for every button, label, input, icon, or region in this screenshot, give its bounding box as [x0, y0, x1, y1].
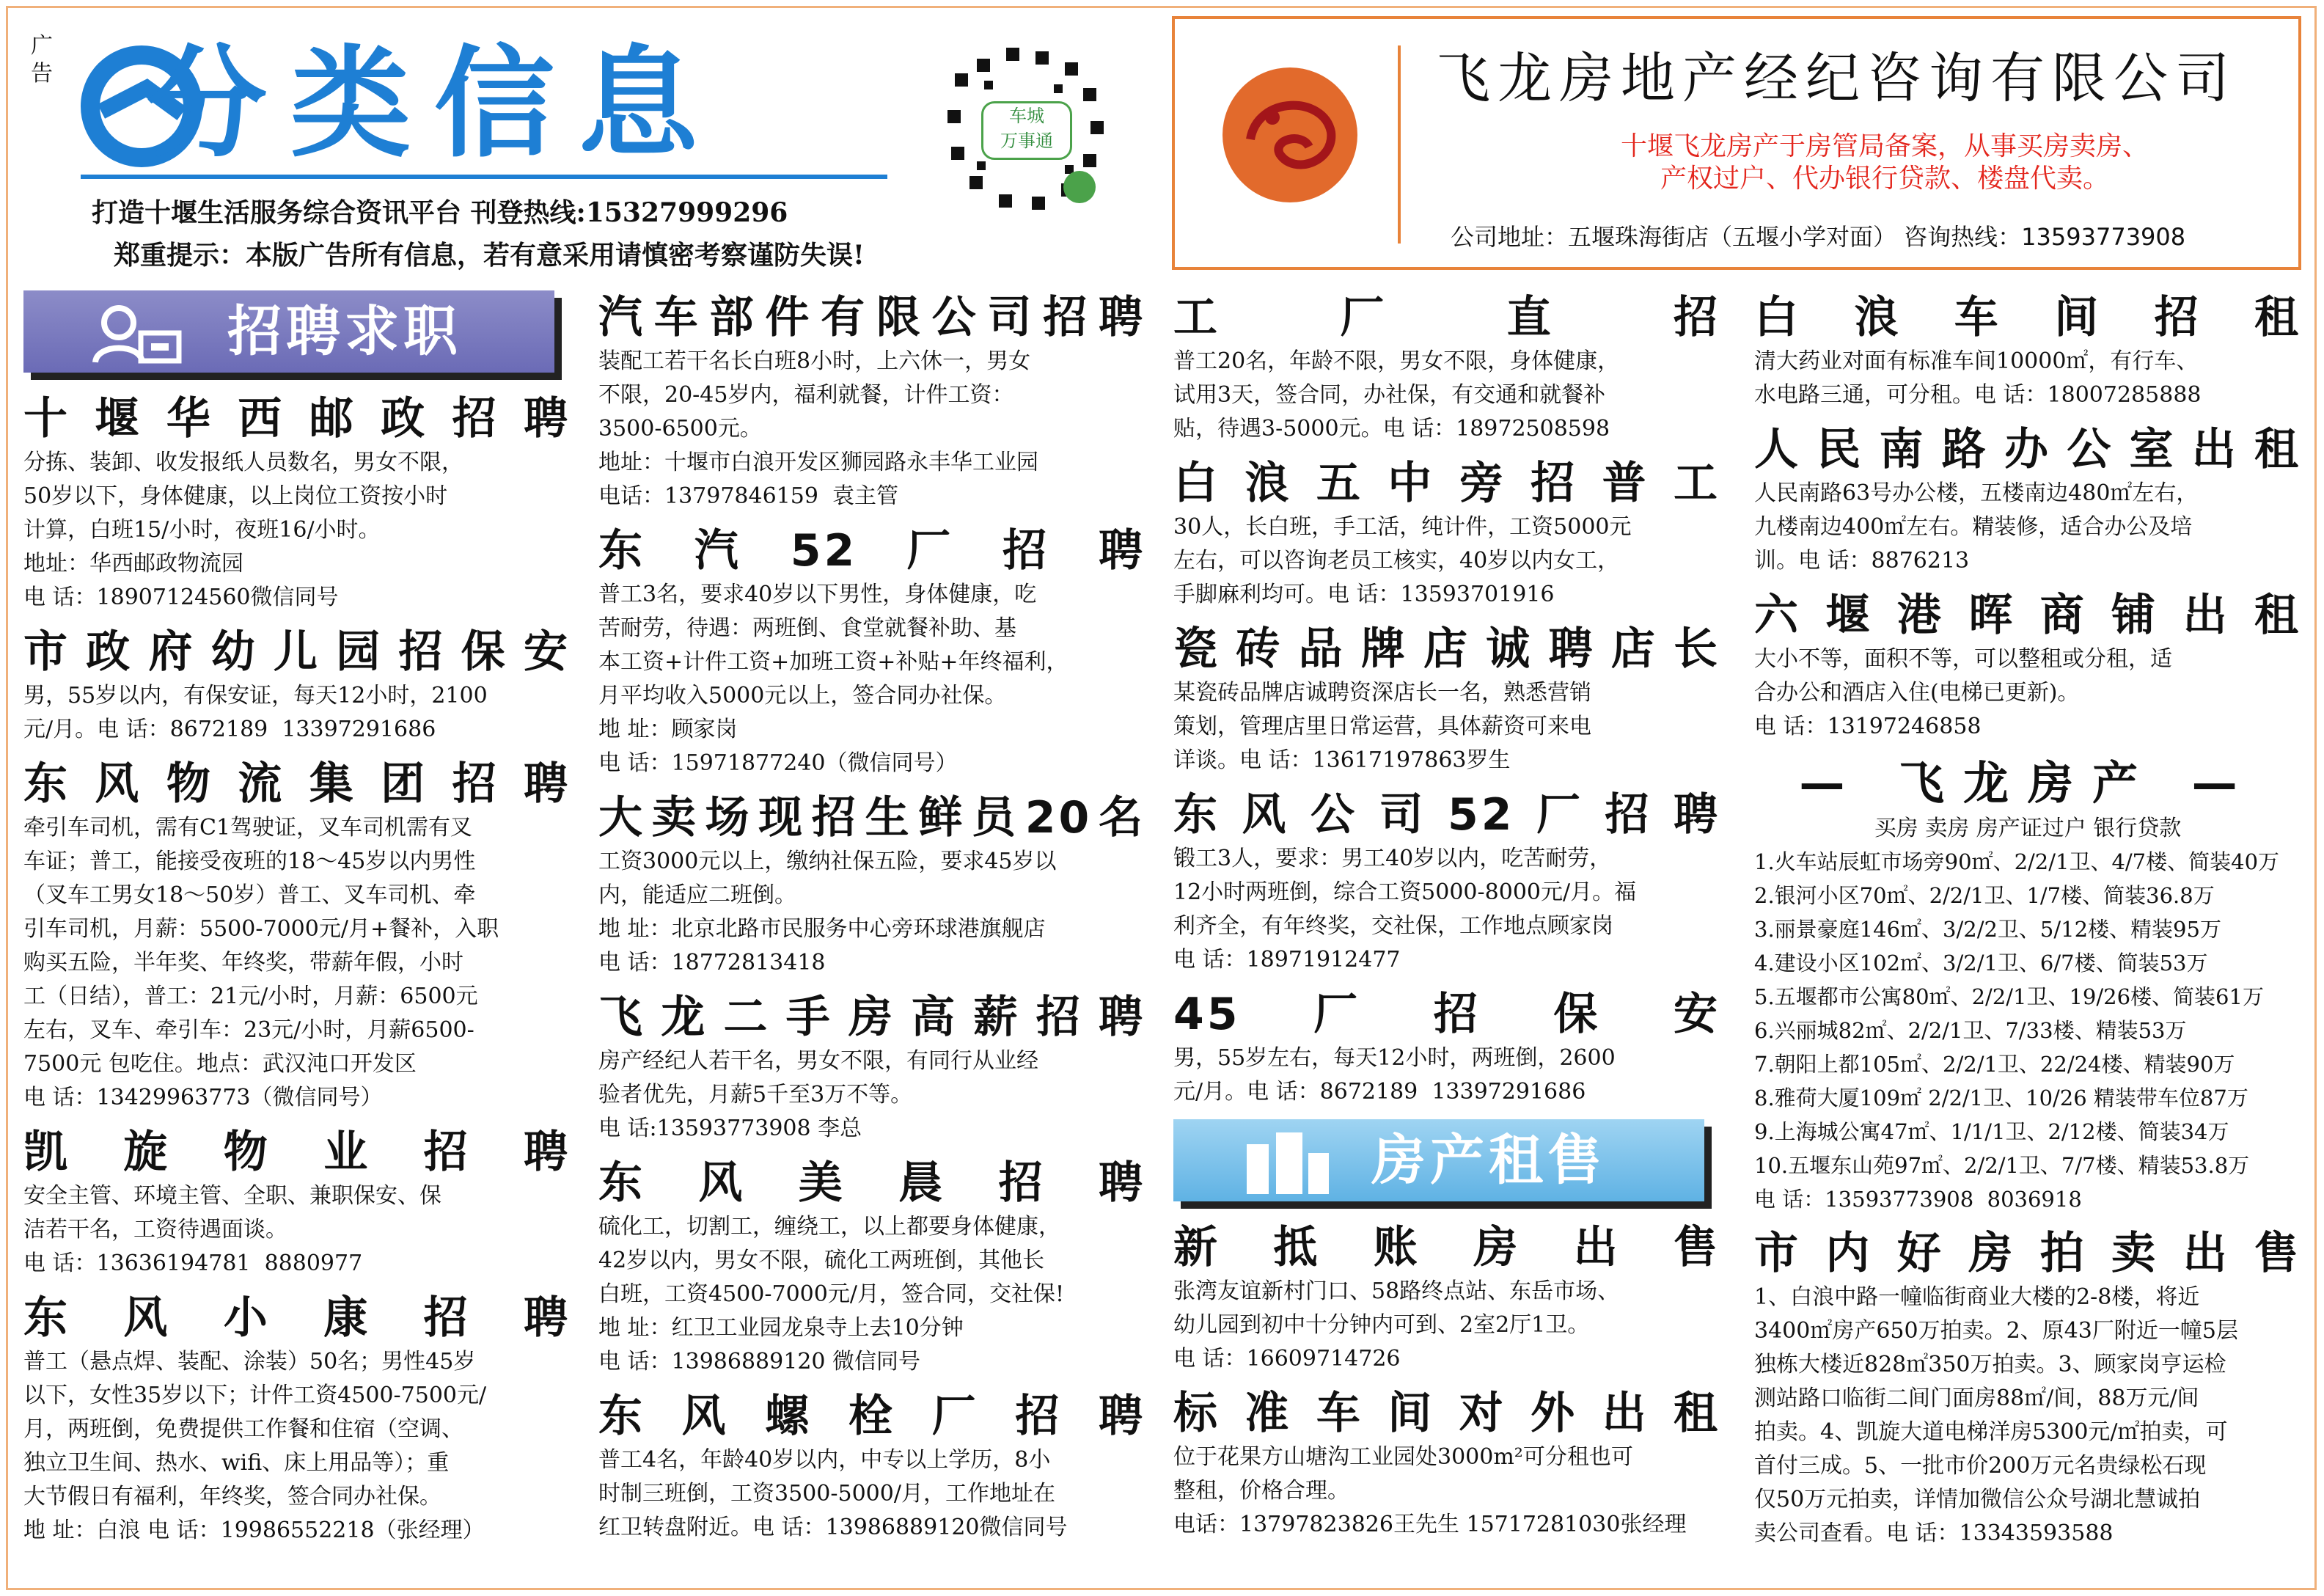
page-title: 分类信息 — [147, 34, 722, 174]
listing-item: 2.银河小区70㎡、2/2/1卫、1/7楼、简装36.8万 — [1754, 883, 2215, 908]
ad-title: 六堰港晖商铺出租 — [1754, 590, 2301, 641]
ad-text-line: 电话：13797846159 袁主管 — [598, 483, 899, 509]
column-1 — [23, 290, 571, 1558]
feilong-desc-line: 产权过户、代办银行贷款、楼盘代卖。 — [1660, 164, 2109, 194]
ad-text-line: 时制三班倒，工资3500-5000/月，工作地址在 — [598, 1481, 1055, 1507]
recruit-banner-title: 招聘求职 — [227, 300, 462, 363]
ad-text-line: 普工3名，要求40岁以下男性，身体健康，吃 — [598, 582, 1037, 607]
ad-text-line: 不限，20-45岁内，福利就餐，计件工资： — [598, 382, 1014, 408]
ad-title: 白浪车间招租 — [1754, 292, 2301, 343]
ad-text-line: 引车司机，月薪：5500-7000元/月+餐补，入职 — [23, 916, 499, 942]
ad-text-line: 电 话：15971877240（微信同号） — [598, 750, 958, 776]
ad-title: 大卖场现招生鲜员20名 — [598, 792, 1145, 843]
notice: 郑重提示：本版广告所有信息，若有意采用请慎密考察谨防失误! — [114, 240, 865, 271]
ad-text-line: 元/月。电 话：8672189 13397291686 — [23, 717, 436, 742]
ad-text-line: 独立卫生间、热水、wifi、床上用品等）；重 — [23, 1450, 450, 1476]
ad-title: 凯旋物业招聘 — [23, 1127, 571, 1178]
ad-title: 市政府幼儿园招保安 — [23, 626, 571, 678]
classified-ad — [1173, 622, 1720, 777]
ad-text-line: 合办公和酒店入住(电梯已更新)。 — [1754, 680, 2080, 706]
ad-text-line: 大节假日有福利，年终奖，签合同办社保。 — [23, 1484, 441, 1509]
ad-text-line: 42岁以内，男女不限，硫化工两班倒，其他长 — [598, 1248, 1045, 1273]
classified-ad — [598, 791, 1145, 980]
ad-text-line: 本工资+计件工资+加班工资+补贴+年终福利， — [598, 649, 1068, 675]
listing-item: 9.上海城公寓47㎡、1/1/1卫、2/12楼、简装34万 — [1754, 1119, 2229, 1144]
ad-text-line: 张湾友谊新村门口、58路终点站、东岳市场、 — [1173, 1278, 1620, 1304]
ad-text-line: 白班，工资4500-7000元/月，签合同，交社保! — [598, 1281, 1064, 1307]
ad-text-line: 某瓷砖品牌店诚聘资深店长一名，熟悉营销 — [1173, 680, 1591, 706]
column-3 — [1173, 290, 1720, 1552]
ad-text-line: 月平均收入5000元以上，签合同办社保。 — [598, 683, 1007, 709]
ad-title: 45厂招保安 — [1173, 989, 1720, 1040]
ad-text-line: （叉车工男女18～50岁）普工、叉车司机、牵 — [23, 882, 476, 908]
ad-text-line: 普工20名，年龄不限，男女不限，身体健康， — [1173, 348, 1620, 374]
classified-ad — [598, 990, 1145, 1146]
ad-text-line: 拍卖。4、凯旋大道电梯洋房5300元/㎡拍卖，可 — [1754, 1419, 2228, 1445]
ad-text-line: 装配工若干名长白班8小时，上六休一，男女 — [598, 348, 1031, 374]
ad-title: 人民南路办公室出租 — [1754, 424, 2301, 475]
ad-text-line: 男，55岁以内，有保安证，每天12小时，2100 — [23, 683, 488, 709]
column-4 — [1754, 290, 2301, 1561]
ad-text-line: 位于花果方山塘沟工业园处3000m²可分租也可 — [1173, 1444, 1633, 1470]
classified-ad — [1754, 422, 2301, 578]
ad-text-line: 电 话：18772813418 — [598, 950, 826, 975]
building-icon — [1239, 1130, 1335, 1194]
ad-text-line: 仅50万元拍卖，详情加微信公众号湖北慧诚拍 — [1754, 1487, 2201, 1512]
ad-text-line: 30人，长白班，手工活，纯计件，工资5000元 — [1173, 514, 1632, 540]
ad-text-line: 苦耐劳，待遇：两班倒、食堂就餐补助、基 — [598, 615, 1016, 641]
ad-text-line: 红卫转盘附近。电 话：13986889120微信同号 — [598, 1515, 1068, 1540]
ad-text-line: 整租，价格合理。 — [1173, 1478, 1349, 1504]
qr-label-line2: 万事通 — [1000, 131, 1053, 151]
ad-title: 东风螺栓厂招聘 — [598, 1391, 1145, 1442]
classified-ad — [23, 1125, 571, 1281]
listing-item: 8.雅荷大厦109㎡ 2/2/1卫、10/26 精装带车位87万 — [1754, 1086, 2248, 1110]
ad-text-line: 水电路三通，可分租。电 话：18007285888 — [1754, 382, 2202, 408]
advert-mark: 广告 — [31, 33, 53, 87]
column-2 — [598, 290, 1145, 1555]
ad-title: 十堰华西邮政招聘 — [23, 393, 571, 444]
ad-title: 汽车部件有限公司招聘 — [598, 292, 1145, 343]
ad-text-line: 首付三成。5、一批市价200万元名贵绿松石现 — [1754, 1453, 2207, 1479]
ad-text-line: 硫化工，切割工，缠绕工，以上都要身体健康， — [598, 1214, 1060, 1240]
ad-text-line: 地 址：红卫工业园龙泉寺上去10分钟 — [598, 1315, 964, 1341]
ad-text-line: 工（日结），普工：21元/小时，月薪：6500元 — [23, 984, 478, 1009]
ad-text-line: 电 话：13429963773（微信同号） — [23, 1085, 383, 1110]
classified-ad — [1173, 987, 1720, 1109]
ad-text-line: 以下，女性35岁以下；计件工资4500-7500元/ — [23, 1383, 487, 1408]
ad-text-line: 九楼南边400㎡左右。精装修，适合办公及培 — [1754, 514, 2193, 540]
ad-text-line: 详谈。电 话：13617197863罗生 — [1173, 747, 1511, 773]
classified-ad — [598, 290, 1145, 513]
ad-title: 东风公司52厂招聘 — [1173, 789, 1720, 841]
classified-ad — [1173, 290, 1720, 446]
listing-item: 6.兴丽城82㎡、2/2/1卫、7/33楼、精装53万 — [1754, 1018, 2187, 1043]
ad-text-line: 策划，管理店里日常运营，具体薪资可来电 — [1173, 714, 1591, 739]
classified-ad — [598, 1389, 1145, 1545]
listing-item: 5.五堰都市公寓80㎡、2/2/1卫、19/26楼、简装61万 — [1754, 984, 2264, 1009]
ad-text-line: 购买五险，半年奖、年终奖，带薪年假，小时 — [23, 950, 463, 975]
ad-text-line: 月，两班倒，免费提供工作餐和住宿（空调、 — [23, 1416, 463, 1442]
ad-text-line: 安全主管、环境主管、全职、兼职保安、保 — [23, 1183, 441, 1209]
ad-title: 东风物流集团招聘 — [23, 758, 571, 810]
ad-title: 工厂直招 — [1173, 292, 1720, 343]
title-underline — [81, 175, 887, 179]
ad-text-line: 电 话:13593773908 李总 — [598, 1116, 862, 1141]
ad-text-line: 3400㎡房产650万拍卖。2、原43厂附近一幢5层 — [1754, 1318, 2238, 1344]
ad-text-line: 房产经纪人若干名，男女不限，有同行从业经 — [598, 1048, 1038, 1074]
ad-text-line: 地址：十堰市白浪开发区狮园路永丰华工业园 — [598, 450, 1038, 475]
listing-item: 1.火车站辰虹市场旁90㎡、2/2/1卫、4/7楼、简装40万 — [1754, 849, 2280, 874]
ad-text-line: 普工4名，年龄40岁以内，中专以上学历，8小 — [598, 1447, 1051, 1473]
classified-ad — [1754, 588, 2301, 744]
ad-text-line: 7500元 包吃住。地点：武汉沌口开发区 — [23, 1051, 417, 1077]
ad-text-line: 独栋大楼近828㎡350万拍卖。3、顾家岗亨运检 — [1754, 1352, 2226, 1377]
ad-text-line: 工资3000元以上，缴纳社保五险，要求45岁以 — [598, 849, 1057, 874]
classified-ad — [23, 625, 571, 747]
feilong-address: 公司地址：五堰珠海街店（五堰小学对面） 咨询热线：13593773908 — [1451, 223, 2186, 251]
ad-text-line: 左右，可以咨询老员工核实，40岁以内女工， — [1173, 548, 1620, 574]
classified-ad — [23, 392, 571, 615]
ad-text-line: 分拣、装卸、收发报纸人员数名，男女不限， — [23, 450, 463, 475]
ad-text-line: 12小时两班倒，综合工资5000-8000元/月。福 — [1173, 879, 1637, 905]
ad-text-line: 地 址：白浪 电 话：19986552218（张经理） — [23, 1518, 485, 1543]
ad-title: 瓷砖品牌店诚聘店长 — [1173, 623, 1720, 675]
ad-text-line: 验者优先，月薪5千至3万不等。 — [598, 1082, 913, 1108]
feilong-desc-line: 十堰飞龙房产于房管局备案，从事买房卖房、 — [1620, 131, 2149, 161]
classified-ad — [1754, 1226, 2301, 1551]
classified-ad — [598, 524, 1145, 780]
ad-title: 新抵账房出售 — [1173, 1222, 1720, 1273]
feilong-company-name: 飞龙房地产经纪咨询有限公司 — [1436, 47, 2237, 110]
classified-ad — [1173, 788, 1720, 977]
ad-text-line: 地址：华西邮政物流园 — [23, 551, 243, 576]
ad-title: 白浪五中旁招普工 — [1173, 458, 1720, 509]
house-banner-title: 房产租售 — [1371, 1129, 1606, 1192]
ad-title: 市内好房拍卖出售 — [1754, 1228, 2301, 1279]
ad-title: 东风小康招聘 — [23, 1292, 571, 1344]
ad-text-line: 元/月。电 话：8672189 13397291686 — [1173, 1079, 1586, 1105]
qr-label-line1: 车城 — [1009, 106, 1044, 126]
ad-text-line: 锻工3人，要求：男工40岁以内，吃苦耐劳， — [1173, 846, 1612, 871]
ad-text-line: 卖公司查看。电 话：13343593588 — [1754, 1520, 2114, 1546]
ad-text-line: 男，55岁左右，每天12小时，两班倒，2600 — [1173, 1045, 1616, 1071]
ad-text-line: 手脚麻利均可。电 话：13593701916 — [1173, 582, 1555, 607]
ad-text-line: 训。电 话：8876213 — [1754, 548, 1970, 574]
ad-text-line: 50岁以下，身体健康，以上岗位工资按小时 — [23, 483, 448, 509]
ad-title: 飞龙二手房高薪招聘 — [598, 992, 1145, 1043]
ad-text-line: 普工（悬点焊、装配、涂装）50名；男性45岁 — [23, 1349, 476, 1374]
ad-text-line: 左右，叉车、牵引车：23元/小时，月薪6500- — [23, 1017, 474, 1043]
recruit-banner — [23, 290, 571, 377]
ad-text-line: 电 话：13986889120 微信同号 — [598, 1349, 921, 1374]
ad-text-line: 3500-6500元。 — [598, 416, 762, 442]
ad-text-line: 电 话：18907124560微信同号 — [23, 585, 339, 610]
feilong-listing-phone: 电 话：13593773908 8036918 — [1754, 1187, 2082, 1212]
qr-label — [981, 101, 1072, 160]
classified-ad — [23, 757, 571, 1115]
ad-text-line: 试用3天，签合同，办社保，有交通和就餐补 — [1173, 382, 1606, 408]
ad-text-line: 利齐全，有年终奖，交社保，工作地点顾家岗 — [1173, 913, 1613, 939]
feilong-separator — [1398, 45, 1401, 244]
ad-text-line: 电 话：18971912477 — [1173, 947, 1401, 973]
ad-text-line: 电 话：13636194781 8880977 — [23, 1251, 363, 1276]
listing-item: 3.丽景豪庭146㎡、3/2/2卫、5/12楼、精装95万 — [1754, 917, 2221, 942]
ad-text-line: 大小不等，面积不等，可以整租或分租，适 — [1754, 646, 2172, 672]
ad-title: 东汽52厂招聘 — [598, 525, 1145, 576]
classified-ad — [1173, 1220, 1720, 1376]
ad-text-line: 电话：13797823826王先生 15717281030张经理 — [1173, 1512, 1687, 1537]
listing-item: 4.建设小区102㎡、3/2/1卫、6/7楼、简装53万 — [1754, 951, 2208, 975]
classified-ad — [1173, 1386, 1720, 1542]
ad-text-line: 地 址：北京北路市民服务中心旁环球港旗舰店 — [598, 916, 1046, 942]
ad-text-line: 地 址：顾家岗 — [598, 717, 738, 742]
ad-text-line: 牵引车司机，需有C1驾驶证，叉车司机需有叉 — [23, 815, 473, 841]
classified-ad — [23, 1291, 571, 1548]
classified-ad — [1754, 290, 2301, 412]
ad-text-line: 电 话：13197246858 — [1754, 714, 1982, 739]
feilong-description — [1489, 131, 2281, 195]
ad-title: 东风美晨招聘 — [598, 1157, 1145, 1209]
ad-text-line: 清大药业对面有标准车间10000㎡，有行车、 — [1754, 348, 2199, 374]
classified-ad — [598, 1156, 1145, 1379]
user-id-icon — [89, 301, 185, 365]
ad-text-line: 测站路口临街二间门面房88㎡/间，88万元/间 — [1754, 1385, 2199, 1411]
ad-text-line: 1、白浪中路一幢临街商业大楼的2-8楼，将近 — [1754, 1284, 2200, 1310]
listing-item: 10.五堰东山苑97㎡、2/2/1卫、7/7楼、精装53.8万 — [1754, 1153, 2250, 1178]
ad-text-line: 幼儿园到初中十分钟内可到、2室2厅1卫。 — [1173, 1312, 1590, 1338]
ad-title: 标准车间对外出租 — [1173, 1388, 1720, 1439]
feilong-listing-subtitle: 买房 卖房 房产证过户 银行贷款 — [1874, 816, 2182, 841]
classified-ad — [1173, 456, 1720, 612]
ad-text-line: 贴，待遇3-5000元。电 话：18972508598 — [1173, 416, 1610, 442]
ad-text-line: 电 话：16609714726 — [1173, 1346, 1401, 1372]
ad-text-line: 计算，白班15/小时，夜班16/小时。 — [23, 517, 381, 543]
ad-text-line: 洁若干名，工资待遇面谈。 — [23, 1217, 287, 1242]
slogan: 打造十堰生活服务综合资讯平台 刊登热线:15327999296 — [92, 197, 788, 228]
feilong-listing-title: — 飞龙房产 — — [1799, 756, 2257, 810]
ad-text-line: 内，能适应二班倒。 — [598, 882, 796, 908]
feilong-listing — [1754, 754, 2301, 1216]
house-banner — [1173, 1119, 1720, 1206]
dragon-logo-icon — [1221, 66, 1359, 204]
listing-item: 7.朝阳上都105㎡、2/2/1卫、22/24楼、精装90万 — [1754, 1052, 2235, 1077]
ad-text-line: 车证；普工，能接受夜班的18～45岁以内男性 — [23, 849, 476, 874]
ad-text-line: 人民南路63号办公楼，五楼南边480㎡左右， — [1754, 480, 2199, 506]
